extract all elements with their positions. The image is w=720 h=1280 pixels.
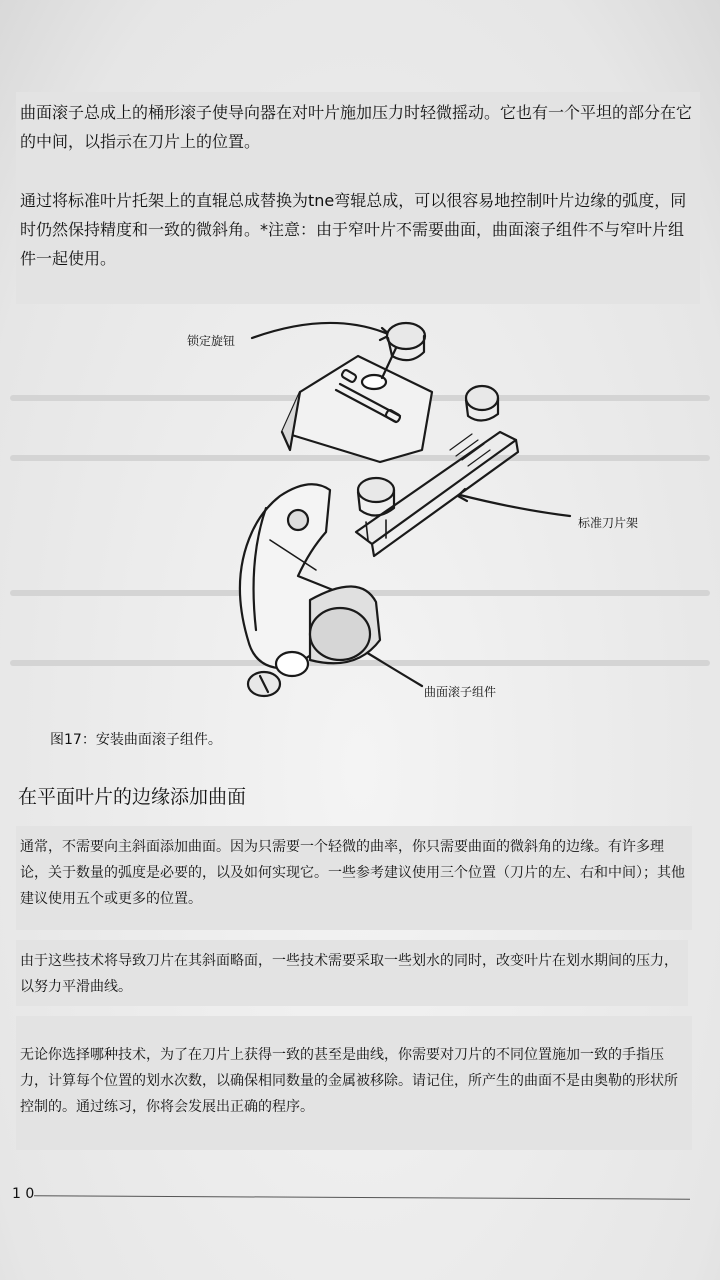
text-block-theories	[16, 826, 692, 930]
paragraph-pressure: 由于这些技术将导致刀片在其斜面略面，一些技术需要采取一些划水的同时，改变叶片在划水期间的压力，以努力平滑曲线。	[20, 953, 678, 995]
lock-knob-label: 锁定旋钮	[187, 334, 236, 348]
paragraph-theories: 通常，不需要向主斜面添加曲面。因为只需要一个轻微的曲率，你只需要曲面的微斜角的边缘。有许多理论，关于数量的弧度是必要的，以及如何实现它。一些参考建议使用三个位置（刀片的左、右和中间）；其他建议使用五个或更多的位置。	[20, 839, 685, 907]
paragraph-technique: 无论你选择哪种技术，为了在刀片上获得一致的甚至是曲线，你需要对刀片的不同位置施加一致的手指压力，计算每个位置的划水次数，以确保相同数量的金属被移除。请记住，所产生的曲面不是由奥勒的形状所控制的。通过练习，你将会发展出正确的程序。	[20, 1047, 678, 1115]
intro-text-block	[16, 92, 700, 304]
paragraph-barrel-roller: 曲面滚子总成上的桶形滚子使导向器在对叶片施加压力时轻微摇动。它也有一个平坦的部分在它的中间，以指示在刀片上的位置。	[20, 103, 693, 151]
paragraph-curved-roller-assembly: 通过将标准叶片托架上的直辊总成替换为tne弯辊总成，可以很容易地控制叶片边缘的弧度，同时仍然保持精度和一致的微斜角。*注意：由于窄叶片不需要曲面，曲面滚子组件不与窄叶片组件一起使用。	[20, 191, 687, 268]
arrow-standard-holder	[460, 495, 570, 516]
page-number: 1 0	[12, 1186, 35, 1202]
text-block-pressure	[16, 940, 688, 1006]
curved-roller-assembly-label: 曲面滚子组件	[424, 685, 497, 699]
text-block-technique	[16, 1016, 692, 1150]
section-heading: 在平面叶片的边缘添加曲面	[18, 786, 247, 808]
standard-blade-holder-label: 标准刀片架	[578, 516, 639, 530]
curved-roller-figure	[160, 300, 660, 720]
honing-guide-illustration	[160, 300, 660, 720]
figure-caption: 图17：安装曲面滚子组件。	[50, 732, 222, 748]
arrow-lock-knob	[252, 323, 388, 338]
